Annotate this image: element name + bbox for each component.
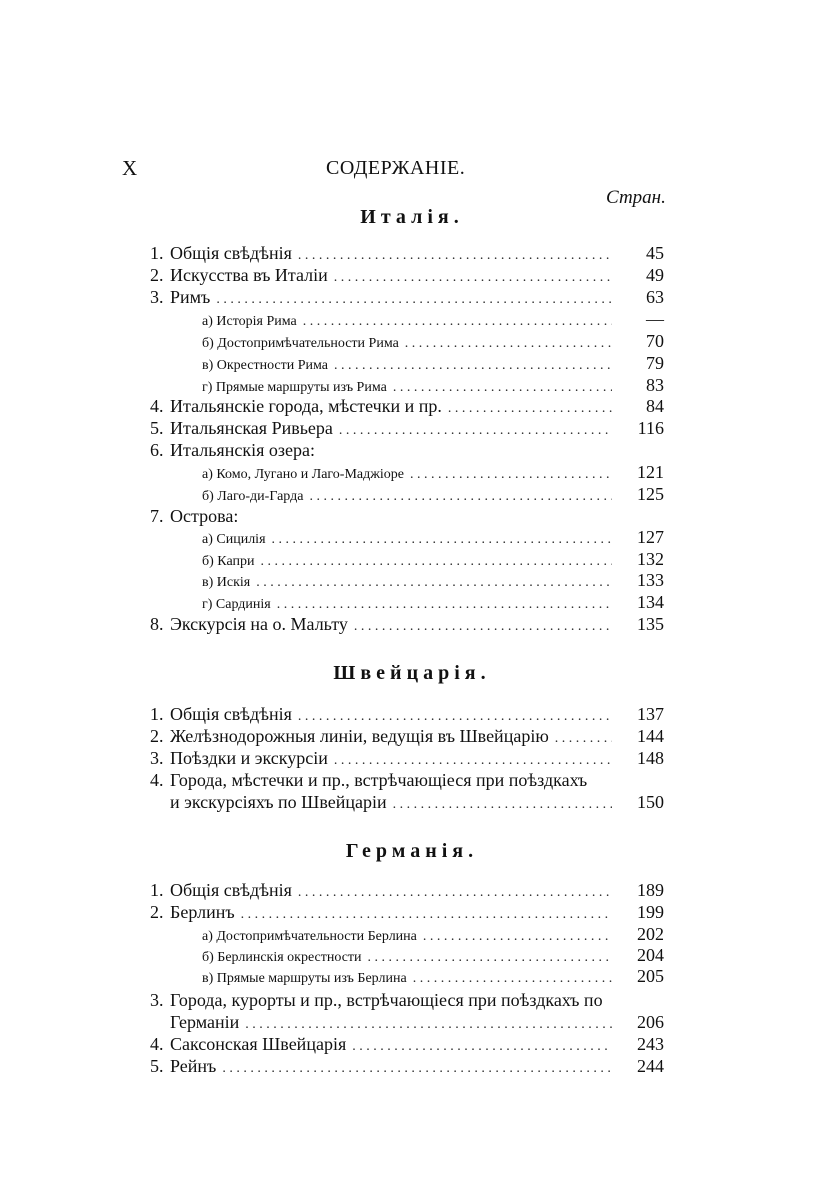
toc-entry[interactable] — [150, 265, 664, 289]
entry-label: Берлинъ — [170, 902, 235, 922]
entry-number: 1. — [150, 243, 164, 263]
toc-entry[interactable] — [150, 614, 664, 638]
dot-leader — [303, 314, 612, 330]
entry-page: 144 — [637, 726, 664, 746]
toc-subentry[interactable] — [202, 484, 664, 508]
toc-entry[interactable] — [150, 287, 664, 311]
toc-entry[interactable] — [150, 748, 664, 772]
entry-label: Общія свѣдѣнія — [170, 704, 292, 724]
dot-leader — [216, 292, 612, 308]
entry-number: 6. — [150, 440, 164, 460]
toc-subentry[interactable] — [202, 966, 664, 990]
toc-entry[interactable] — [150, 704, 664, 728]
subentry-label: г) Сардинія — [202, 597, 271, 612]
dot-leader — [413, 971, 612, 987]
entry-number: 3. — [150, 990, 164, 1010]
toc-entry[interactable] — [150, 440, 664, 464]
entry-page: 132 — [637, 549, 664, 569]
entry-label: Общія свѣдѣнія — [170, 243, 292, 263]
toc-subentry[interactable] — [202, 331, 664, 355]
entry-number: 4. — [150, 1034, 164, 1054]
entry-page: 204 — [637, 945, 664, 965]
dot-leader — [368, 950, 612, 966]
entry-page: 70 — [646, 331, 664, 351]
subentry-label: а) Сицилія — [202, 532, 266, 547]
entry-page: 83 — [646, 375, 664, 395]
section-heading-italy: Италія. — [360, 206, 464, 228]
page-folio: X — [122, 156, 138, 180]
toc-entry[interactable] — [150, 990, 664, 1014]
entry-page: 243 — [637, 1034, 664, 1054]
toc-entry[interactable] — [150, 243, 664, 267]
entry-page: 45 — [646, 243, 664, 263]
subentry-label: г) Прямые маршруты изъ Рима — [202, 380, 387, 395]
entry-label: Германіи — [170, 1012, 240, 1032]
entry-page: 189 — [637, 880, 664, 900]
entry-label: Римъ — [170, 287, 211, 307]
dot-leader — [334, 358, 612, 374]
dot-leader — [256, 575, 612, 591]
entry-label: Искусства въ Италіи — [170, 265, 328, 285]
toc-subentry[interactable] — [202, 353, 664, 377]
entry-page: 206 — [637, 1012, 664, 1032]
dot-leader — [423, 929, 612, 945]
page-title: СОДЕРЖАНІЕ. — [326, 157, 466, 179]
dot-leader — [393, 797, 612, 813]
dot-leader — [298, 248, 612, 264]
dot-leader — [277, 597, 612, 613]
entry-page: 125 — [637, 484, 664, 504]
subentry-label: а) Исторія Рима — [202, 314, 297, 329]
dot-leader — [334, 753, 612, 769]
subentry-label: б) Лаго-ди-Гарда — [202, 489, 304, 504]
toc-entry[interactable] — [150, 770, 664, 794]
subentry-label: в) Искія — [202, 575, 251, 590]
entry-label: Итальянская Ривьера — [170, 418, 333, 438]
page-column-label: Стран. — [606, 187, 666, 208]
entry-number: 3. — [150, 287, 164, 307]
subentry-label: б) Берлинскія окрестности — [202, 950, 362, 965]
toc-entry[interactable] — [150, 1034, 664, 1058]
entry-page: 127 — [637, 527, 664, 547]
entry-number: 3. — [150, 748, 164, 768]
toc-entry[interactable] — [150, 418, 664, 442]
toc-subentry[interactable] — [202, 592, 664, 616]
entry-number: 2. — [150, 902, 164, 922]
toc-entry-continuation[interactable] — [150, 792, 664, 816]
entry-label: Города, мѣстечки и пр., встрѣчающіеся при поѣздкахъ — [170, 770, 588, 790]
entry-page: 135 — [637, 614, 664, 634]
subentry-label: а) Достопримѣчательности Берлина — [202, 929, 417, 944]
toc-subentry[interactable] — [202, 570, 664, 594]
entry-page: 205 — [637, 966, 664, 986]
entry-page: 63 — [646, 287, 664, 307]
entry-number: 1. — [150, 880, 164, 900]
section-heading-switzerland: Швейцарія. — [333, 662, 491, 684]
subentry-label: в) Прямые маршруты изъ Берлина — [202, 971, 407, 986]
toc-entry-continuation[interactable] — [170, 1012, 664, 1036]
entry-number: 5. — [150, 1056, 164, 1076]
entry-page: 137 — [637, 704, 664, 724]
entry-page: 121 — [637, 462, 664, 482]
entry-page: 134 — [637, 592, 664, 612]
dot-leader — [354, 619, 612, 635]
toc-subentry[interactable] — [202, 309, 664, 333]
entry-label: Острова: — [170, 506, 239, 526]
entry-number: 4. — [150, 396, 164, 416]
subentry-label: а) Комо, Лугано и Лаго-Маджіоре — [202, 467, 405, 482]
entry-page: 116 — [637, 418, 664, 438]
dot-leader — [298, 709, 612, 725]
toc-subentry[interactable] — [202, 462, 664, 486]
toc-entry[interactable] — [150, 880, 664, 904]
entry-number: 2. — [150, 726, 164, 746]
dot-leader — [339, 423, 612, 439]
dot-leader — [241, 907, 612, 923]
entry-number: 1. — [150, 704, 164, 724]
toc-entry[interactable] — [150, 1056, 664, 1080]
entry-number: 2. — [150, 265, 164, 285]
entry-page: 133 — [637, 570, 664, 590]
entry-page: 199 — [637, 902, 664, 922]
subentry-label: в) Окрестности Рима — [202, 358, 328, 373]
entry-page: 49 — [646, 265, 664, 285]
entry-page: 202 — [637, 924, 664, 944]
entry-label: Города, курорты и пр., встрѣчающіеся при поѣздкахъ по — [170, 990, 603, 1010]
toc-entry[interactable] — [150, 902, 664, 926]
entry-number: 4. — [150, 770, 164, 790]
entry-number: 7. — [150, 506, 164, 526]
dot-leader — [448, 401, 612, 417]
toc-entry[interactable] — [150, 726, 664, 750]
entry-label: Экскурсія на о. Мальту — [170, 614, 348, 634]
section-heading-germany: Германія. — [345, 840, 479, 862]
dot-leader — [405, 336, 612, 352]
entry-page: 79 — [646, 353, 664, 373]
dot-leader — [245, 1017, 612, 1033]
entry-label: Рейнъ — [170, 1056, 217, 1076]
entry-number: 8. — [150, 614, 164, 634]
subentry-label: б) Капри — [202, 554, 255, 569]
entry-label: Поѣздки и экскурсіи — [170, 748, 328, 768]
dot-leader — [260, 554, 612, 570]
dot-leader — [555, 731, 612, 747]
entry-label: Итальянскія озера: — [170, 440, 315, 460]
dot-leader — [309, 489, 612, 505]
dot-leader — [272, 532, 612, 548]
entry-label: Общія свѣдѣнія — [170, 880, 292, 900]
dot-leader — [410, 467, 612, 483]
entry-page: 148 — [637, 748, 664, 768]
entry-page: — — [646, 309, 664, 329]
entry-page: 244 — [637, 1056, 664, 1076]
entry-label: Желѣзнодорожныя линіи, ведущія въ Швейцарію — [170, 726, 549, 746]
entry-page: 84 — [646, 396, 664, 416]
dot-leader — [298, 885, 612, 901]
entry-page: 150 — [637, 792, 664, 812]
dot-leader — [334, 270, 612, 286]
toc-entry[interactable] — [150, 396, 664, 420]
entry-number: 5. — [150, 418, 164, 438]
dot-leader — [352, 1039, 612, 1055]
toc-subentry[interactable] — [202, 527, 664, 551]
entry-label: Итальянскіе города, мѣстечки и пр. — [170, 396, 442, 416]
dot-leader — [393, 380, 612, 396]
subentry-label: б) Достопримѣчательности Рима — [202, 336, 399, 351]
entry-label: Саксонская Швейцарія — [170, 1034, 347, 1054]
dot-leader — [222, 1061, 612, 1077]
entry-label: и экскурсіяхъ по Швейцаріи — [170, 792, 387, 812]
